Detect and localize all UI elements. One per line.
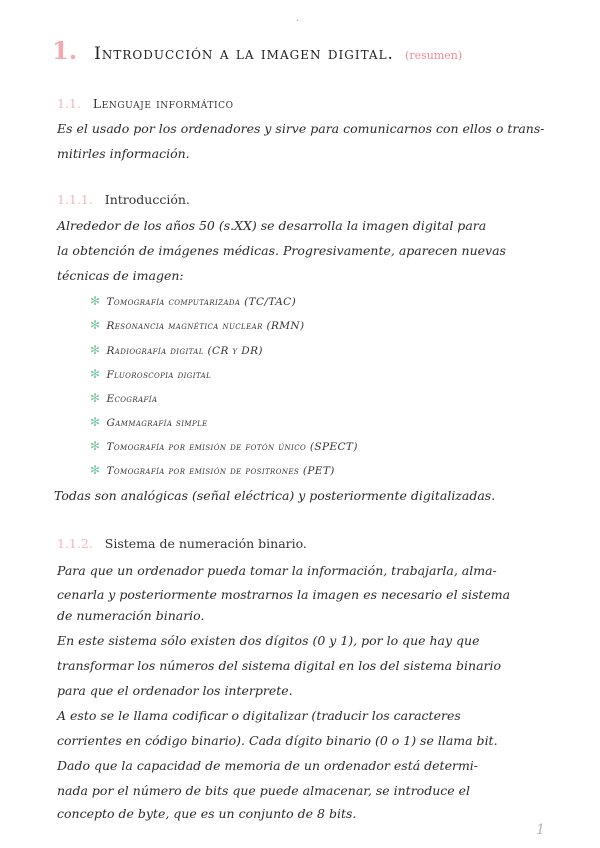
paragraph-line: técnicas de imagen: bbox=[57, 268, 184, 283]
paragraph-line: corrientes en código binario). Cada dígito binario (0 o 1) se llama bit. bbox=[57, 733, 498, 748]
list-item: ✻ Tomografía computarizada (TC/TAC) bbox=[90, 294, 297, 308]
list-item: ✻ Tomografía por emisión de positrones (PET) bbox=[90, 463, 335, 477]
paragraph-line: A esto se le llama codificar o digitalizar (traducir los caracteres bbox=[57, 708, 461, 723]
section-number: 1.1. bbox=[57, 96, 81, 111]
page-number: 1 bbox=[536, 822, 545, 838]
title-note: (resumen) bbox=[405, 49, 463, 62]
paragraph-line: de numeración binario. bbox=[57, 608, 205, 623]
paragraph-line: transformar los números del sistema digital en los del sistema binario bbox=[57, 658, 502, 673]
list-item: ✻ Tomografía por emisión de fotón único (SPECT) bbox=[90, 439, 358, 453]
title-text: Introducción a la imagen digital. bbox=[94, 44, 394, 64]
asterisk-icon: ✻ bbox=[90, 391, 101, 405]
list-item: ✻ Gammagrafía simple bbox=[90, 415, 208, 429]
paragraph-line: mitirles información. bbox=[57, 146, 190, 161]
section-number: 1.1.1. bbox=[57, 192, 93, 207]
paragraph-line: En este sistema sólo existen dos dígitos (0 y 1), por lo que hay que bbox=[57, 633, 480, 648]
title-number: 1. bbox=[52, 36, 78, 65]
asterisk-icon: ✻ bbox=[90, 343, 101, 357]
paragraph-line: cenarla y posteriormente mostrarnos la imagen es necesario el sistema bbox=[57, 587, 511, 602]
section-title: Introducción. bbox=[104, 192, 190, 207]
section-title: Lenguaje informático bbox=[92, 96, 234, 111]
section-heading-binario bbox=[57, 536, 307, 551]
section-heading-introduccion bbox=[57, 192, 190, 207]
asterisk-icon: ✻ bbox=[90, 367, 101, 381]
asterisk-icon: ✻ bbox=[90, 294, 101, 308]
section-number: 1.1.2. bbox=[57, 536, 93, 551]
asterisk-icon: ✻ bbox=[90, 463, 101, 477]
asterisk-icon: ✻ bbox=[90, 318, 101, 332]
paragraph-line: para que el ordenador los interprete. bbox=[57, 683, 293, 698]
page-title bbox=[52, 36, 572, 65]
asterisk-icon: ✻ bbox=[90, 415, 101, 429]
paragraph-line: Todas son analógicas (señal eléctrica) y posteriormente digitalizadas. bbox=[54, 488, 496, 503]
paragraph-line: nada por el número de bits que puede almacenar, se introduce el bbox=[57, 783, 471, 798]
list-item: ✻ Fluoroscopia digital bbox=[90, 367, 212, 381]
section-heading-lenguaje bbox=[57, 96, 234, 111]
paragraph-line: Es el usado por los ordenadores y sirve para comunicarnos con ellos o trans- bbox=[57, 121, 545, 136]
asterisk-icon: ✻ bbox=[90, 439, 101, 453]
paragraph-line: concepto de byte, que es un conjunto de 8 bits. bbox=[57, 806, 357, 821]
list-item: ✻ Resonancia magnética nuclear (RMN) bbox=[90, 318, 305, 332]
list-item: ✻ Ecografía bbox=[90, 391, 158, 405]
section-title: Sistema de numeración binario. bbox=[104, 536, 307, 551]
paragraph-line: Para que un ordenador pueda tomar la información, trabajarla, alma- bbox=[57, 563, 497, 578]
paragraph-line: Alrededor de los años 50 (s.XX) se desarrolla la imagen digital para bbox=[57, 218, 487, 233]
page-mark: · bbox=[296, 16, 300, 27]
list-item: ✻ Radiografía digital (CR y DR) bbox=[90, 343, 263, 357]
paragraph-line: la obtención de imágenes médicas. Progresivamente, aparecen nuevas bbox=[57, 243, 506, 258]
paragraph-line: Dado que la capacidad de memoria de un ordenador está determi- bbox=[57, 758, 479, 773]
